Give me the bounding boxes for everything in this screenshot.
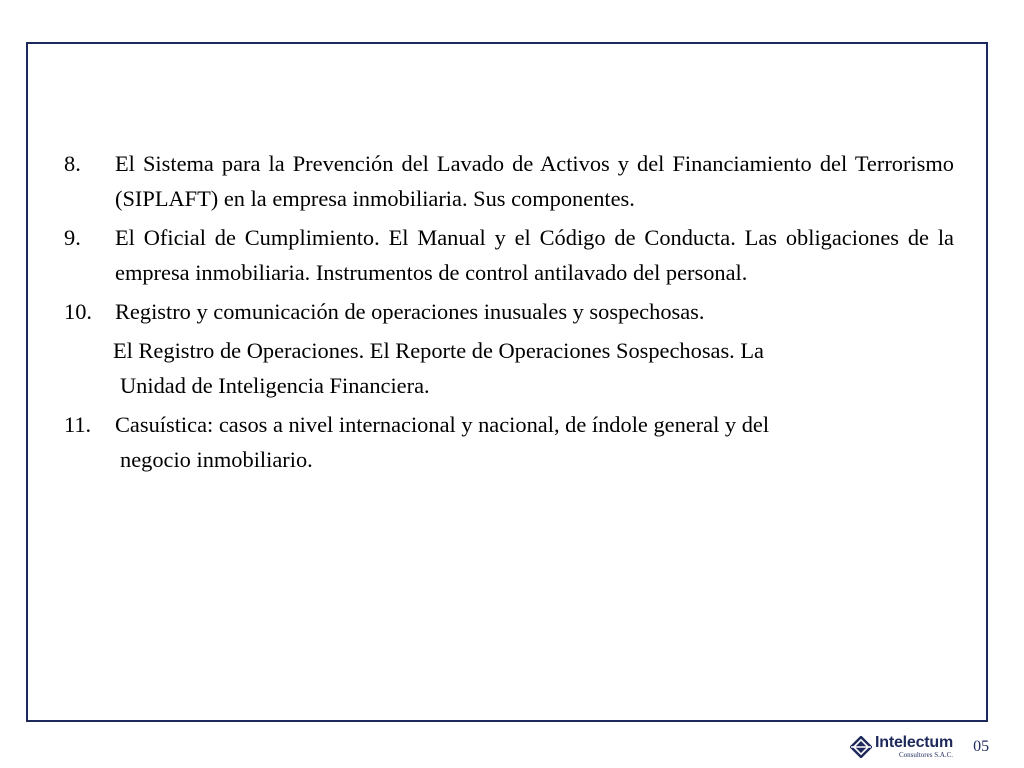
agenda-item-8 — [64, 146, 954, 216]
item-number: 8. — [64, 151, 81, 176]
diamond-arrows-icon — [850, 736, 872, 758]
page-number: 05 — [973, 738, 990, 755]
item-text: El Sistema para la Prevención del Lavado de Activos y del Financiamiento del Terrorismo (SIPLAFT) en la empresa inmobiliaria. Sus componentes. — [115, 151, 954, 211]
footer — [850, 732, 989, 762]
agenda-item-9 — [64, 220, 954, 290]
agenda-item-11 — [64, 407, 954, 477]
company-logo — [850, 735, 953, 759]
item-number: 9. — [64, 225, 81, 250]
logo-subtitle: Consultores S.A.C. — [899, 751, 954, 759]
item-number: 11. — [64, 412, 92, 437]
logo-name: Intelectum — [875, 734, 954, 751]
item-text: Registro y comunicación de operaciones inusuales y sospechosas. — [115, 299, 705, 324]
item-text-line-2: negocio inmobiliario. — [120, 447, 313, 472]
item-text: El Oficial de Cumplimiento. El Manual y el Código de Conducta. Las obligaciones de la empresa inmobiliaria. Instrumentos de control antilavado del personal. — [115, 225, 954, 285]
item-text-line-1: Casuística: casos a nivel internacional y nacional, de índole general y del — [115, 412, 770, 437]
agenda-item-10 — [64, 294, 954, 329]
continuation-line-2: Unidad de Inteligencia Financiera. — [120, 373, 430, 398]
continuation-line-1: El Registro de Operaciones. El Reporte de Operaciones Sospechosas. La — [113, 338, 764, 363]
item-number: 10. — [64, 299, 92, 324]
agenda-list — [64, 146, 954, 481]
agenda-item-10-continuation — [64, 333, 954, 403]
